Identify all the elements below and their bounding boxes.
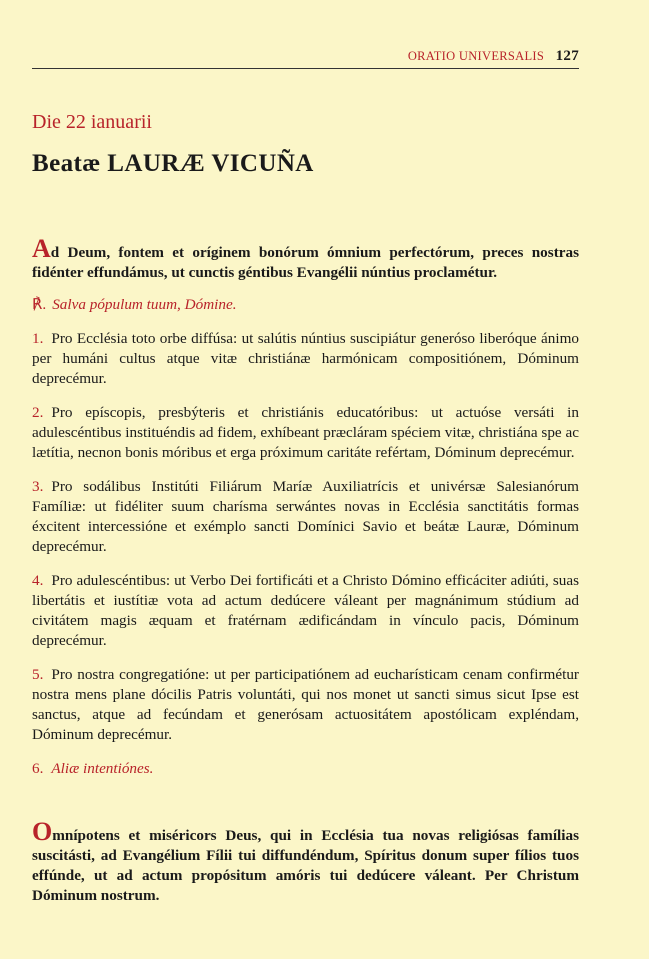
concluding-prayer: [32, 817, 579, 906]
petition-4: [32, 571, 579, 651]
conclusion-text: mnípotens et miséricors Deus, qui in Ecclésia tua novas religiósas famílias suscitásti, ad Evangélium Fílii tui diffundéndum, Spíritus donum super fílios tuos effúnde, ut ad actum propósitum amóris tui dedúcere váleant. Per Christum Dóminum nostrum.: [32, 827, 579, 904]
header-rule: [32, 68, 579, 69]
petition-number: 3.: [32, 478, 44, 495]
petition-5: [32, 665, 579, 745]
petition-text: Pro sodálibus Institúti Filiárum Maríæ Auxiliatrícis et univérsæ Salesianórum Famíliæ: ut fidéliter suum charísma serwántes novas in Ecclésia sanctitátis formas éxcitent intercessióne et exémplo sancti Domínici Savio et beátæ Lauræ, Dóminum deprecémur.: [32, 478, 579, 555]
intro-paragraph: [32, 234, 579, 283]
petition-number: 2.: [32, 404, 44, 421]
petition-number: 6.: [32, 760, 44, 777]
petition-text: Pro nostra congregatióne: ut per participatiónem ad eucharísticam cenam confirmétur nostra mens plane dócilis Patris voluntáti, qui nos monet ut sancti simus sicut Ipse est sanctus, atque ad fecúndam et generósam actuositátem apostólicam expléndam, Dóminum deprecémur.: [32, 666, 579, 743]
petition-2: [32, 403, 579, 463]
petition-3: [32, 477, 579, 557]
petition-1: [32, 329, 579, 389]
page-title: Beatæ LAURÆ VICUÑA: [32, 150, 314, 177]
response-symbol: ℟.: [32, 296, 47, 313]
petition-6: [32, 759, 579, 779]
running-title: ORATIO UNIVERSALIS: [407, 49, 545, 63]
petition-text: Pro Ecclésia toto orbe diffúsa: ut salútis núntius suscipiátur generóso liberóque ánimo per humáni cultus atque vitæ christiánæ harmónicam compositiónem, Dóminum deprecémur.: [32, 330, 579, 387]
petition-text: Aliæ intentiónes.: [51, 760, 154, 777]
petition-text: Pro epíscopis, presbýteris et christiánis educatóribus: ut actuóse versáti in adulescéntibus instituéndis ad fidem, exhíbeant præcláram spéciem vitæ, christiána spe ac lætítia, necnon bonis móribus et erga próximum caritáte refértam, Dóminum deprecémur.: [32, 404, 579, 461]
petition-number: 1.: [32, 330, 44, 347]
response-line: [32, 295, 579, 315]
feast-date: Die 22 ianuarii: [32, 111, 152, 133]
petition-number: 4.: [32, 572, 44, 589]
conclusion-dropcap: O: [32, 817, 53, 846]
intro-text: d Deum, fontem et oríginem bonórum ómnium perfectórum, preces nostras fidénter effundámus, ut cunctis géntibus Evangélii núntius proclamétur.: [32, 244, 579, 281]
page-number: 127: [555, 48, 579, 64]
running-header: [32, 48, 579, 65]
intro-dropcap: A: [32, 234, 51, 263]
petition-number: 5.: [32, 666, 44, 683]
prayer-content: [32, 234, 579, 906]
response-text: Salva pópulum tuum, Dómine.: [52, 296, 237, 313]
petition-text: Pro adulescéntibus: ut Verbo Dei fortificáti et a Christo Dómino efficáciter adiúti, suas libertátis et iustítiæ vota ad actum dedúcere váleant per magnánimum stúdium ad civitátem magis æquam et fratérnam ædificándam in vínculo pacis, Dóminum deprecémur.: [32, 572, 579, 649]
